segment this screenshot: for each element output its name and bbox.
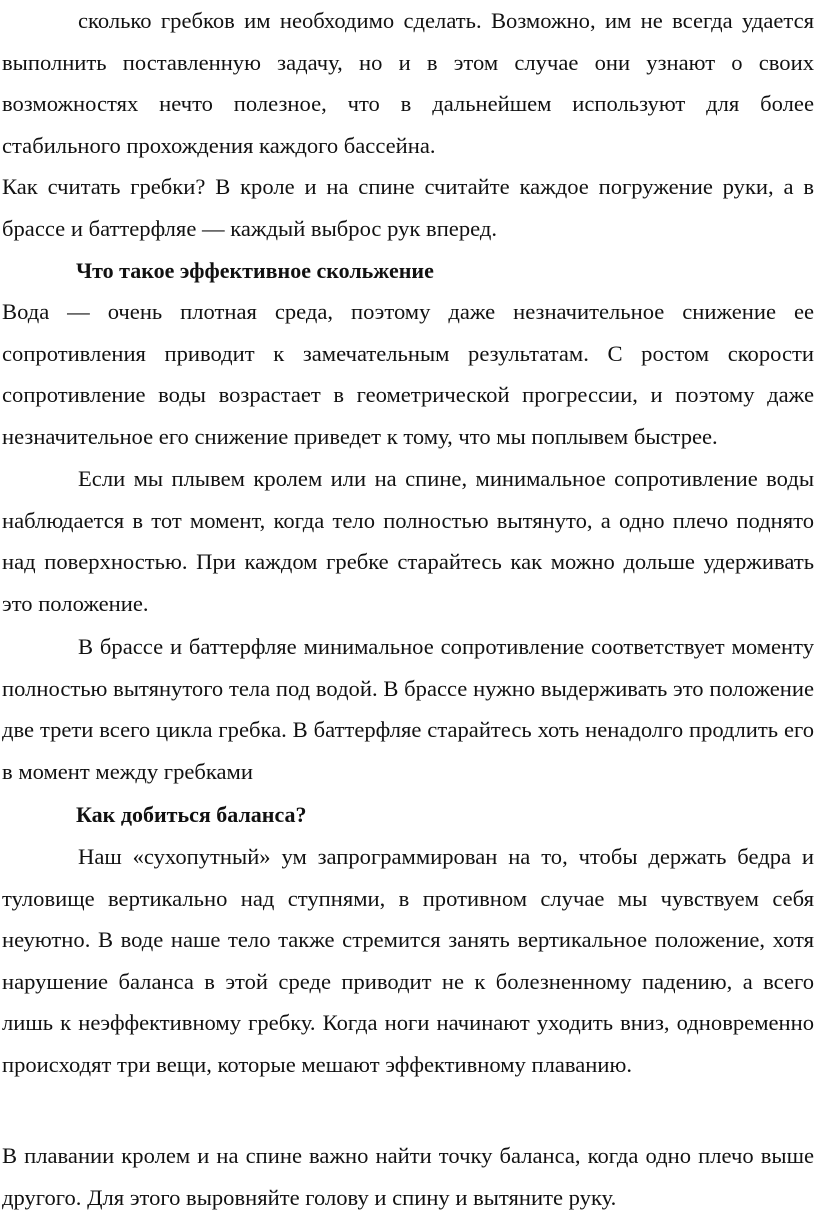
paragraph-land-mind: Наш «сухопутный» ум запрограммирован на то, чтобы держать бедра и туловище вертикально над ступнями, в противном случае мы чувствуем себя неуютно. В воде наше тело также стремится занять вертикальное положение, хотя нарушение баланса в этой среде приводит не к болезненному падению, а всего лишь к неэффективному гребку. Когда ноги начинают уходить вниз, одновременно происходят три вещи, которые мешают эффективному плаванию. [2, 844, 814, 1077]
paragraph-how-to-count: Как считать гребки? В кроле и на спине считайте каждое погружение руки, а в брассе и баттерфляе — каждый выброс рук вперед. [2, 174, 814, 241]
paragraph-crawl-back: Если мы плывем кролем или на спине, минимальное сопротивление воды наблюдается в тот момент, когда тело полностью вытянуто, а одно плечо поднято над поверхностью. При каждом гребке старайтесь как можно дольше удерживать это положение. [2, 466, 814, 616]
paragraph-breast-butterfly: В брассе и баттерфляе минимальное сопротивление соответствует моменту полностью вытянутого тела под водой. В брассе нужно выдерживать это положение две трети всего цикла гребка. В баттерфляе старайтесь хоть ненадолго продлить его в момент между гребками [2, 634, 814, 784]
paragraph-balance-point: В плавании кролем и на спине важно найти точку баланса, когда одно плечо выше другого. Для этого выровняйте голову и спину и вытяните руку. [2, 1143, 814, 1210]
heading-effective-glide: Что такое эффективное скольжение [76, 258, 434, 283]
paragraph-water-resistance: Вода — очень плотная среда, поэтому даже незначительное снижение ее сопротивления приводит к замечательным результатам. С ростом скорости сопротивление воды возрастает в геометрической прогрессии, и поэтому даже незначительное его снижение приведет к тому, что мы поплывем быстрее. [2, 299, 814, 449]
paragraph-intro-continuation: сколько гребков им необходимо сделать. Возможно, им не всегда удается выполнить поставленную задачу, но и в этом случае они узнают о своих возможностях нечто полезное, что в дальнейшем используют для более стабильного прохождения каждого бассейна. [2, 8, 814, 158]
heading-balance: Как добиться баланса? [76, 802, 307, 827]
